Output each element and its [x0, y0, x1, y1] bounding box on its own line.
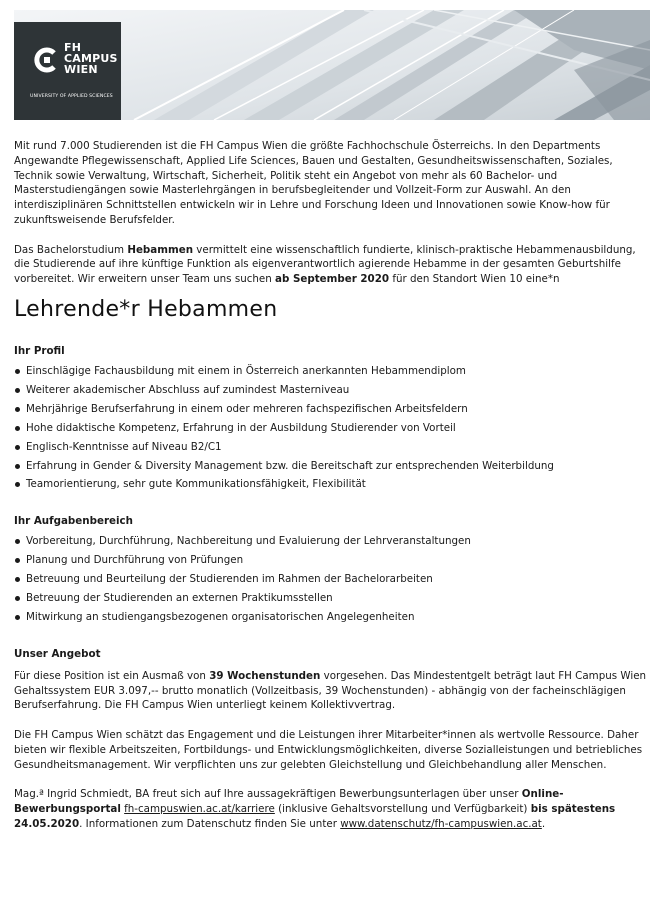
angebot-paragraph-hours: Für diese Position ist ein Ausmaß von 39 Wochenstunden vorgesehen. Das Mindestentgelt beträgt laut FH Campus Wien Gehaltssystem EUR 3.097,-- brutto monatlich (Vollzeitbasis, 39 Wochenstunden) - abhängig von der facheinschlägigen Berufserfahrung. Die FH Campus Wien unterliegt keinem Kollektivvertrag.: [14, 669, 647, 712]
logo-line-campus: CAMPUS: [64, 52, 118, 65]
logo-line-fh: FH: [64, 41, 82, 54]
list-item: Planung und Durchführung von Prüfungen: [14, 551, 652, 570]
angebot-heading: Unser Angebot: [14, 647, 101, 660]
aufgaben-list: [14, 532, 652, 627]
list-item: Erfahrung in Gender & Diversity Management bzw. die Bereitschaft zur entsprechenden Weiterbildung: [14, 457, 652, 476]
profil-list: [14, 362, 652, 494]
list-item: Betreuung und Beurteilung der Studierenden im Rahmen der Bachelorarbeiten: [14, 570, 652, 589]
list-item: Englisch-Kenntnisse auf Niveau B2/C1: [14, 438, 652, 457]
list-item: Weiterer akademischer Abschluss auf zumindest Masterniveau: [14, 381, 652, 400]
fh-campus-wien-logo: [14, 22, 121, 120]
career-link[interactable]: fh-campuswien.ac.at/karriere: [124, 803, 275, 816]
list-item: Mehrjährige Berufserfahrung in einem oder mehreren fachspezifischen Arbeitsfeldern: [14, 400, 652, 419]
logo-c-icon: [32, 46, 60, 74]
list-item: Vorbereitung, Durchführung, Nachbereitung und Evaluierung der Lehrveranstaltungen: [14, 532, 652, 551]
portal-label: Online-Bewerbungsportal: [14, 788, 564, 816]
logo-wordmark: [64, 42, 118, 75]
program-name: Hebammen: [127, 243, 194, 256]
logo-subtitle: UNIVERSITY OF APPLIED SCIENCES: [30, 94, 113, 99]
privacy-link[interactable]: www.datenschutz/fh-campuswien.ac.at: [340, 817, 542, 830]
job-title: Lehrende*r Hebammen: [14, 296, 278, 322]
list-item: Mitwirkung an studiengangsbezogenen organisatorischen Angelegenheiten: [14, 608, 652, 627]
list-item: Einschlägige Fachausbildung mit einem in Österreich anerkannten Hebammendiplom: [14, 362, 652, 381]
angebot-paragraph-benefits: Die FH Campus Wien schätzt das Engagement und die Leistungen ihrer Mitarbeiter*innen als wertvolle Ressource. Daher bieten wir flexible Arbeitszeiten, Fortbildungs- und Entwicklungsmöglichkeiten, diverse Sozialleistungen und betriebliches Gesundheitsmanagement. Wir verpflichten uns zur gelebten Gleichstellung und Gleichbehandlung aller Menschen.: [14, 729, 643, 771]
deadline: bis spätestens 24.05.2020: [14, 803, 616, 830]
start-date: ab September 2020: [275, 273, 390, 286]
program-paragraph: Das Bachelorstudium Hebammen vermittelt eine wissenschaftlich fundierte, klinisch-praktische Hebammenausbildung, die Studierende auf ihre künftige Funktion als eigenverantwortlich agierende Hebamme in der gesamten Geburtshilfe vorbereitet. Wir erweitern unser Team uns suchen ab September 2020 für den Standort Wien 10 eine*n: [14, 243, 636, 286]
profil-heading: Ihr Profil: [14, 344, 65, 357]
list-item: Betreuung der Studierenden an externen Praktikumsstellen: [14, 589, 652, 608]
header-banner: [14, 10, 650, 120]
list-item: Teamorientierung, sehr gute Kommunikationsfähigkeit, Flexibilität: [14, 475, 652, 494]
application-paragraph: Mag.ª Ingrid Schmiedt, BA freut sich auf Ihre aussagekräftigen Bewerbungsunterlagen über unser Online-Bewerbungsportal fh-campuswien.ac.at/karriere (inklusive Gehaltsvorstellung und Verfügbarkeit) bis spätestens 24.05.2020. Informationen zum Datenschutz finden Sie unter www.datenschutz/fh-campuswien.ac.at.: [14, 788, 616, 830]
aufgaben-heading: Ihr Aufgabenbereich: [14, 515, 133, 528]
logo-line-wien: WIEN: [64, 63, 98, 76]
job-posting: [14, 139, 652, 832]
intro-paragraph: Mit rund 7.000 Studierenden ist die FH Campus Wien die größte Fachhochschule Österreichs. In den Departments Angewandte Pflegewissenschaft, Applied Life Sciences, Bauen und Gestalten, Gesundheitswissenschaften, Soziales, Technik sowie Verwaltung, Wirtschaft, Sicherheit, Politik steht ein Angebot von mehr als 60 Bachelor- und Masterstudiengängen sowie Masterlehrgängen in berufsbegleitender und Vollzeit-Form zur Auswahl. An den interdisziplinären Schnittstellen entwickeln wir in Lehre und Forschung Ideen und Innovationen sowie Know-how für zukunftsweisende Berufsfelder.: [14, 140, 613, 226]
weekly-hours: 39 Wochenstunden: [209, 669, 321, 682]
list-item: Hohe didaktische Kompetenz, Erfahrung in der Ausbildung Studierender von Vorteil: [14, 419, 652, 438]
